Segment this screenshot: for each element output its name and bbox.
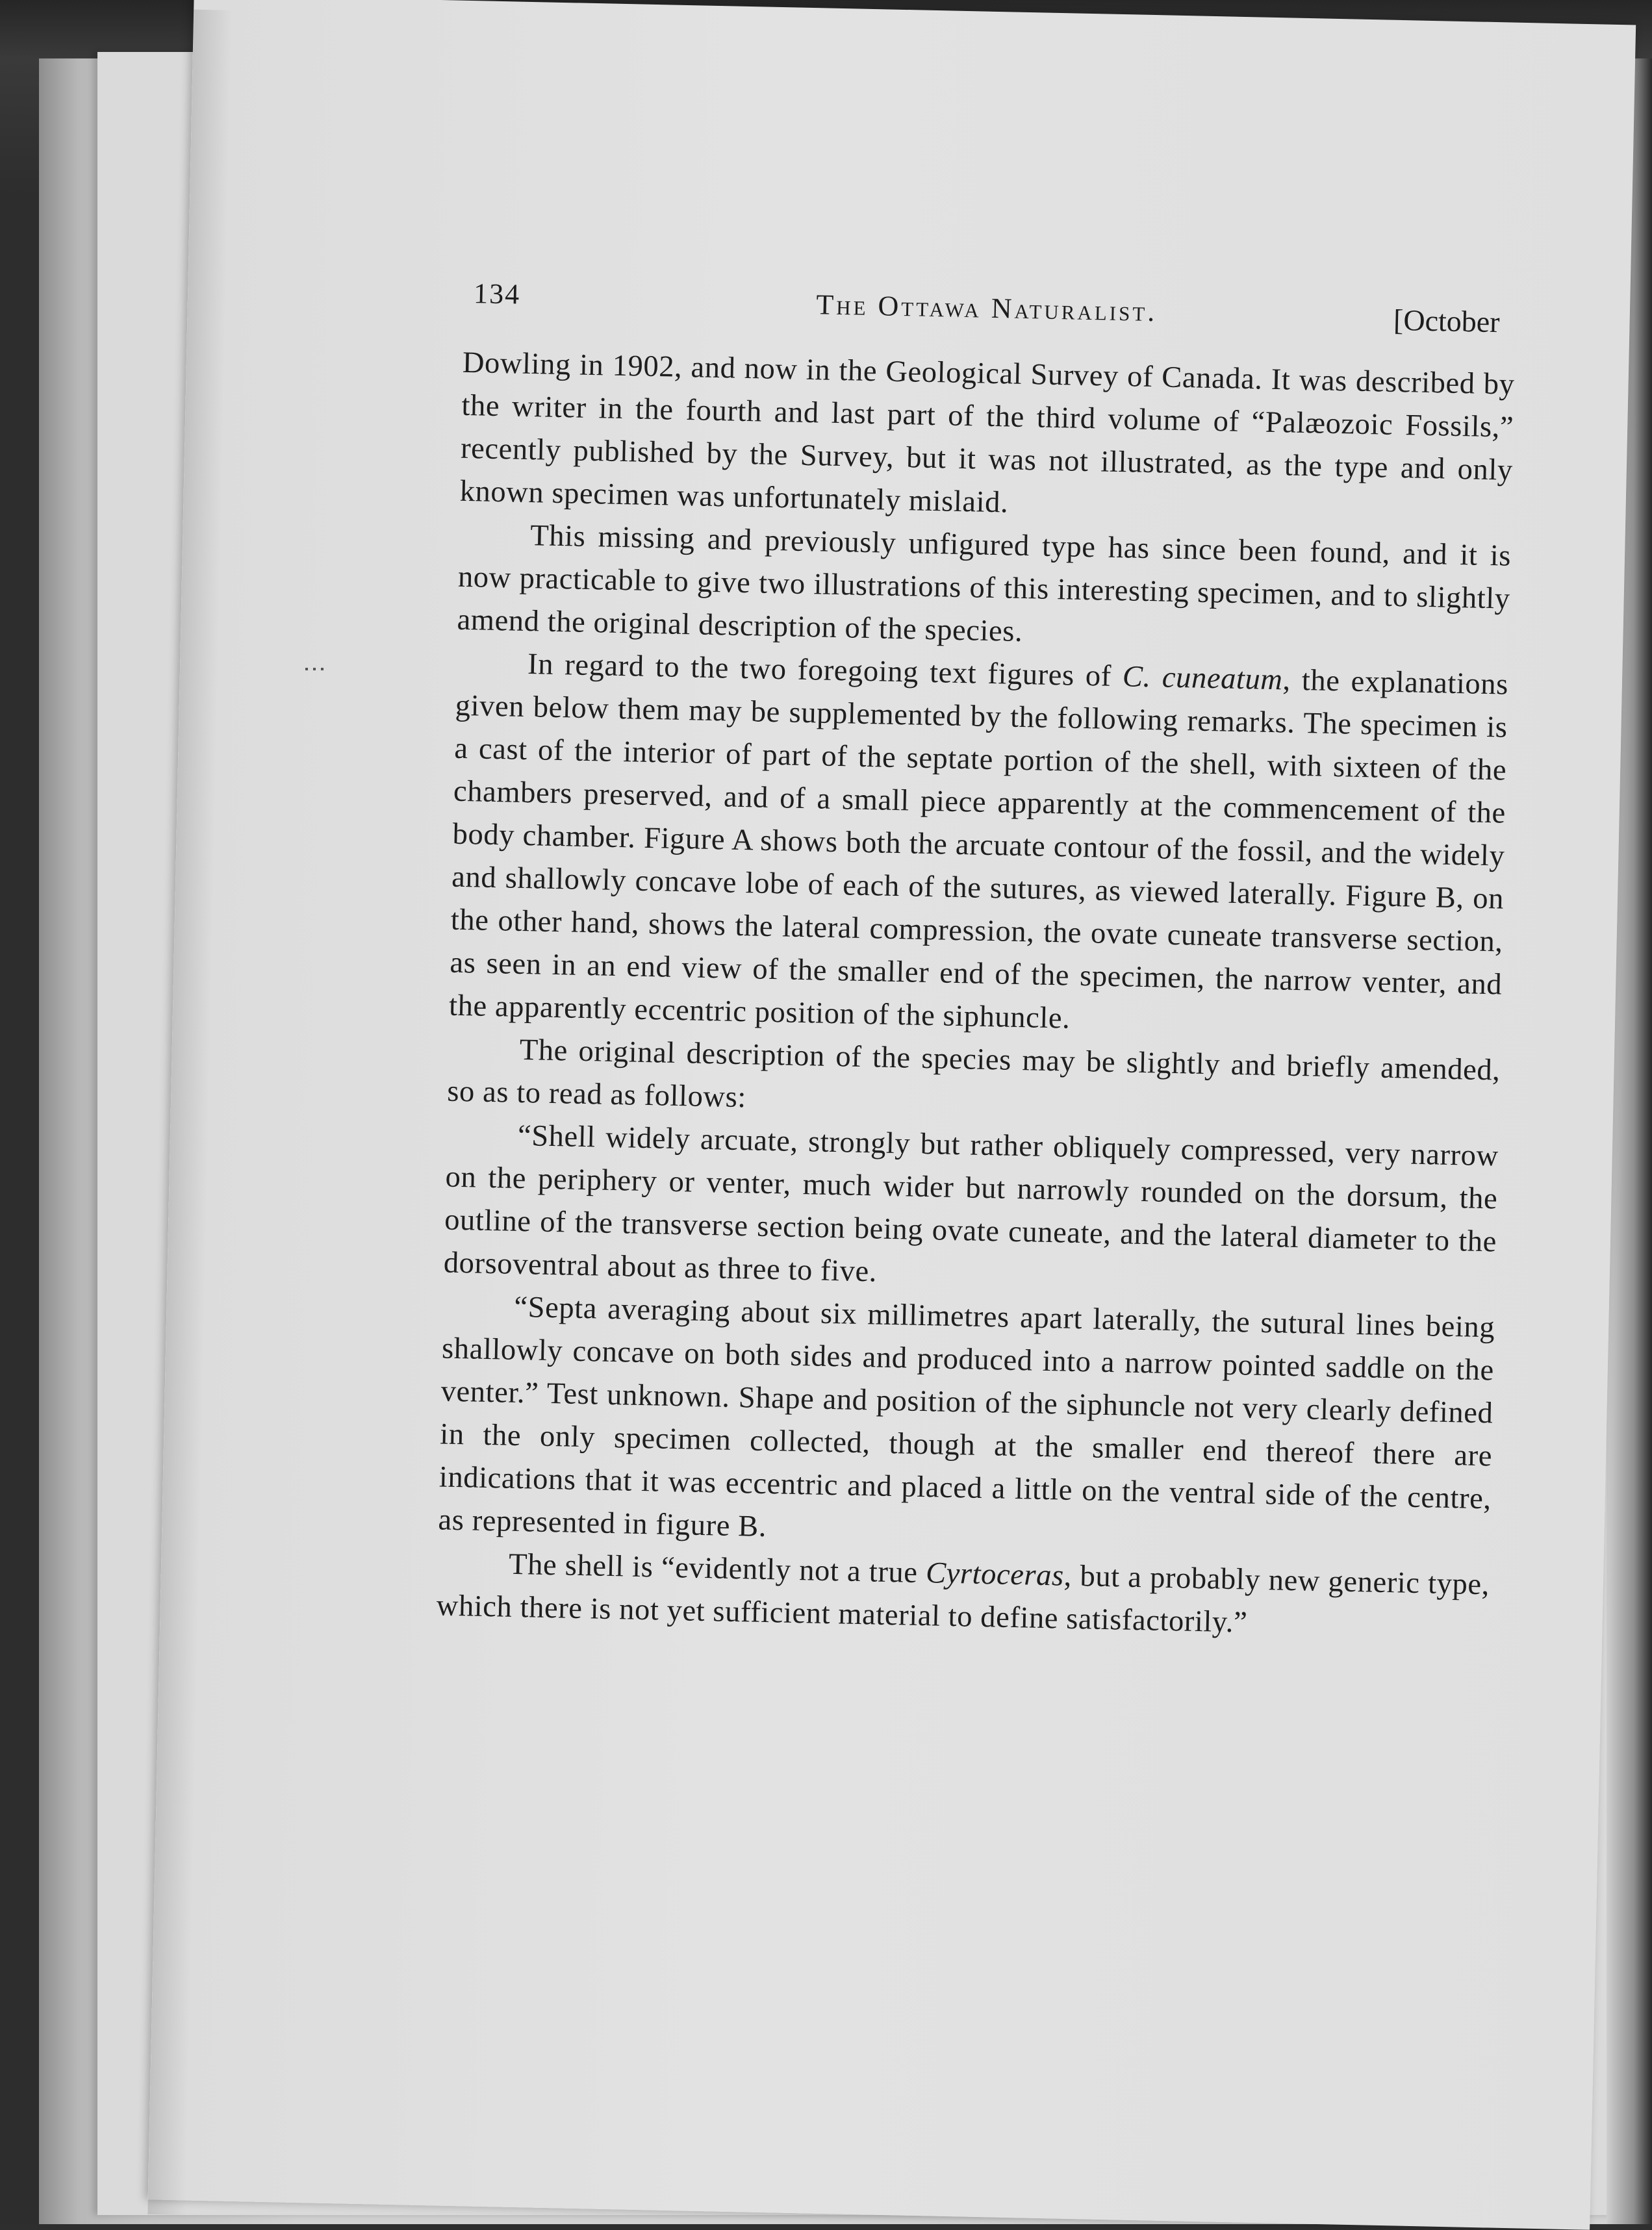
genus-name: Cyrtoceras (925, 1556, 1065, 1593)
page-header (473, 277, 1500, 350)
stray-mark (305, 668, 329, 670)
paragraph-4: The original description of the species may be slightly and briefly amended, so as to read as follows: (446, 1033, 1501, 1115)
paragraph-5-quote: “Shell widely arcuate, strongly but rather obliquely compressed, very narrow on the periphery or venter, much wider but narrowly rounded on the dorsum, the outline of the transverse section being ovate cuneate, and the lateral diameter to the dorsoventral about as three to five. (443, 1119, 1499, 1289)
paragraph-2: This missing and previously unfigured type has since been found, and it is now practicable to give two illustrations of this interesting specimen, and to slightly amend the original description of the species. (457, 519, 1512, 648)
page-number: 134 (473, 277, 521, 310)
paragraph-1: Dowling in 1902, and now in the Geological Survey of Canada. It was described by the writer in the fourth and last part of the third volume of “Palæozoic Fossils,” recently published by the Survey, but it was not illustrated, as the type and only known specimen was unfortunately mislaid. (459, 346, 1516, 520)
paragraph-3-text-a: In regard to the two foregoing text figures of (527, 648, 1123, 694)
paragraph-7-text-a: The shell is “evidently not a true (508, 1547, 926, 1590)
running-month: [October (1393, 303, 1501, 339)
species-name: C. cuneatum (1122, 660, 1284, 697)
paragraph-3-text-b: , the explanations given below them may be supplemented by the following remarks. The specimen is a cast of the interior of part of the septate portion of the shell, with sixteen of the chambers preserved, and of a small piece apparently at the commencement of the body chamber. Figure A shows both the arcuate contour of the fossil, and the widely and shallowly concave lobe of each of the sutures, as viewed laterally. Figure B, on the other hand, shows the lateral compression, the ovate cuneate transverse section, as seen in an end view of the smaller end of the specimen, the narrow venter, and the apparently eccentric position of the siphuncle. (448, 663, 1509, 1035)
paragraph-7-text-b: , but a probably new generic type, which there is not yet sufficient material to define satisfactorily.” (436, 1559, 1490, 1640)
body-text (436, 342, 1515, 1649)
running-title: The Ottawa Naturalist. (815, 288, 1158, 328)
paragraph-6-quote: “Septa averaging about six millimetres apart laterally, the sutural lines being shallowly concave on both sides and produced into a narrow pointed saddle on the venter.” Test unknown. Shape and position of the siphuncle not very clearly defined in the only specimen collected, though at the smaller end thereof there are indications that it was eccentric and placed a little on the ventral side of the centre, as represented in figure B. (438, 1290, 1495, 1544)
paragraph-3 (448, 642, 1508, 1050)
document-page (148, 0, 1636, 2230)
